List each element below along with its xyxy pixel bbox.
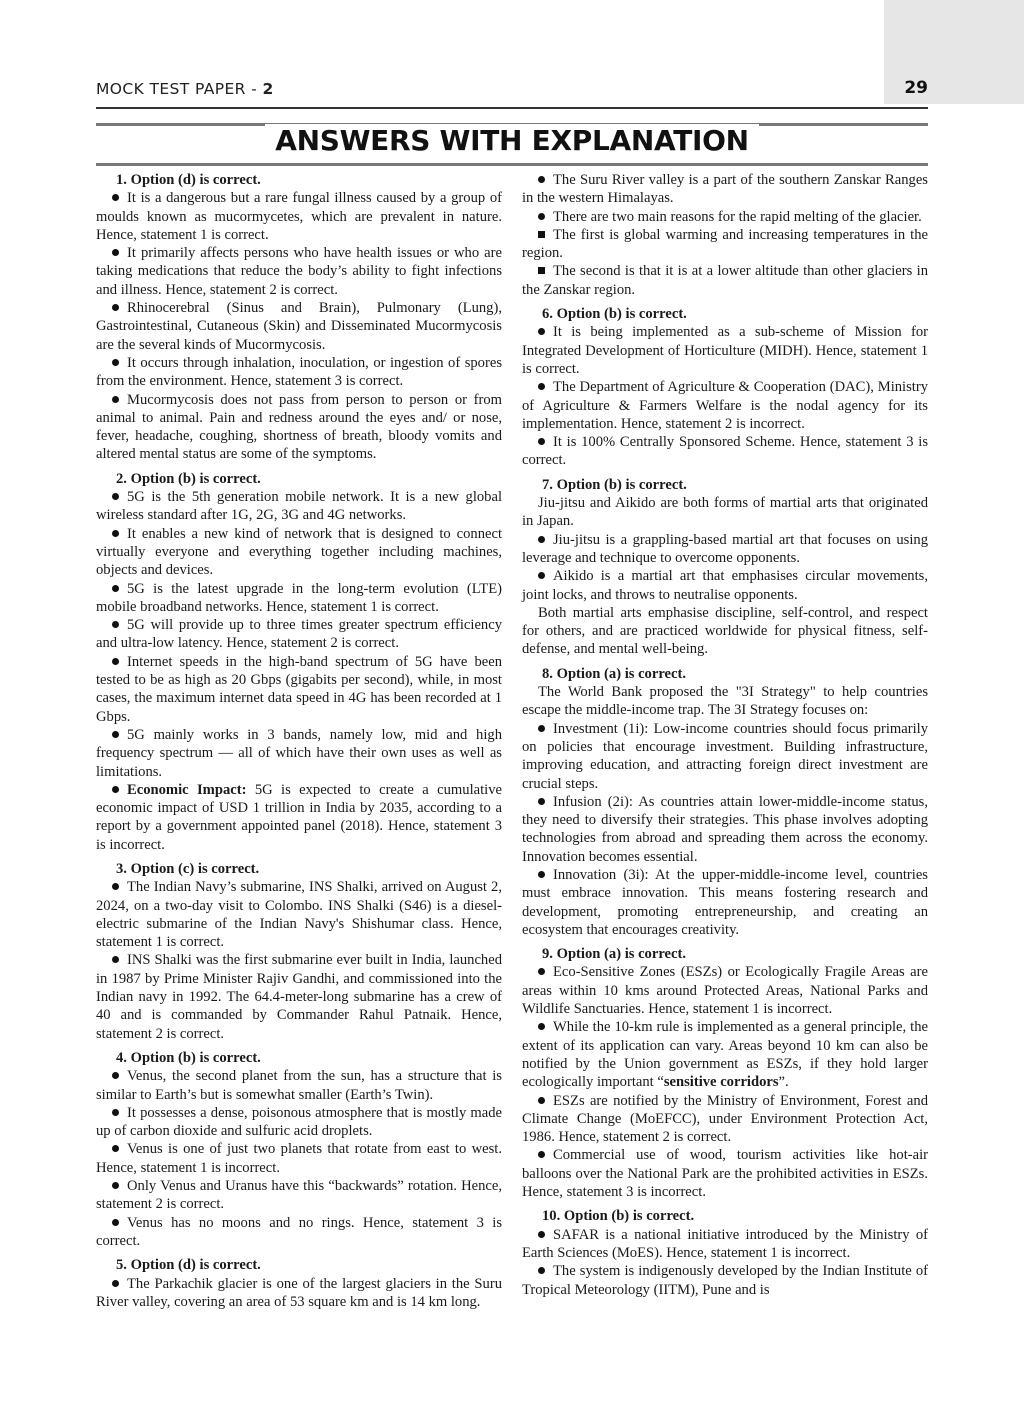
- sub-bullet-point: [522, 262, 928, 299]
- bullet-point: [522, 1226, 928, 1263]
- text: It is being implemented as a sub-scheme of Mission for Integrated Development of Horticulture (MIDH). Hence, statement 1 is correct.: [522, 324, 928, 377]
- text: 5G is the latest upgrade in the long-term evolution (LTE) mobile broadband networks. Hence, statement 1 is correct.: [96, 580, 502, 615]
- bullet-icon: [112, 530, 119, 537]
- text: It is 100% Centrally Sponsored Scheme. Hence, statement 3 is correct.: [522, 434, 928, 469]
- section-title-text: ANSWERS WITH EXPLANATION: [265, 124, 759, 157]
- text: Eco-Sensitive Zones (ESZs) or Ecologically Fragile Areas are areas within 10 kms around Protected Areas, National Parks and Wildlife Sanctuaries. Hence, statement 1 is incorrect.: [522, 964, 928, 1018]
- bullet-icon: [112, 1219, 119, 1226]
- bullet-icon: [112, 658, 119, 665]
- bullet-icon: [538, 572, 545, 579]
- text: Venus, the second planet from the sun, has a structure that is similar to Earth’s but is somewhat smaller (Earth’s Twin).: [96, 1068, 502, 1103]
- bullet-point: [96, 299, 502, 354]
- bullet-point: [96, 354, 502, 391]
- text: 5G is expected to create a cumulative economic impact of USD 1 trillion in India by 2035, according to a report by a government appointed panel (2018). Hence, statement 3 is incorrect.: [96, 781, 502, 853]
- bullet-icon: [112, 1109, 119, 1116]
- bullet-point: [96, 1177, 502, 1214]
- text: Infusion (2i): As countries attain lower-middle-income status, they need to diversify their strategies. This phase involves adopting technologies from abroad and spreading them across the economy. Innovation becomes essential.: [522, 793, 928, 865]
- header-rule: [96, 107, 928, 109]
- bullet-icon: [112, 883, 119, 890]
- bullet-point: [96, 781, 502, 854]
- text: It enables a new kind of network that is designed to connect virtually everyone and everything together including machines, objects and devices.: [96, 525, 502, 579]
- bullet-icon: [112, 194, 119, 201]
- answer-heading: 2. Option (b) is correct.: [116, 470, 261, 487]
- text: Only Venus and Uranus have this “backwards” rotation. Hence, statement 2 is correct.: [96, 1178, 502, 1213]
- text: Aikido is a martial art that emphasises circular movements, joint locks, and throws to neutralise opponents.: [522, 568, 928, 603]
- bullet-point: [96, 1104, 502, 1141]
- bullet-point: [522, 1262, 928, 1299]
- text: The system is indigenously developed by the Indian Institute of Tropical Meteorology (IITM), Pune and is: [522, 1263, 928, 1298]
- bullet-icon: [538, 213, 545, 220]
- bullet-icon: [112, 359, 119, 366]
- answer-heading: 6. Option (b) is correct.: [542, 306, 687, 323]
- text: Venus is one of just two planets that rotate from east to west. Hence, statement 1 is incorrect.: [96, 1141, 502, 1176]
- bullet-point: [522, 323, 928, 378]
- text: The Department of Agriculture & Cooperation (DAC), Ministry of Agriculture & Farmers Welfare is the nodal agency for its implementation. Hence, statement 2 is incorrect.: [522, 379, 928, 432]
- bullet-icon: [112, 956, 119, 963]
- bullet-point: [522, 720, 928, 793]
- text: Jiu-jitsu is a grappling-based martial art that focuses on using leverage and technique to overcome opponents.: [522, 531, 928, 566]
- answer-heading: 4. Option (b) is correct.: [116, 1049, 261, 1066]
- bullet-icon: [538, 176, 545, 183]
- square-bullet-icon: [538, 231, 545, 238]
- text: Jiu-jitsu and Aikido are both forms of martial arts that originated in Japan.: [522, 495, 928, 530]
- text: The Suru River valley is a part of the southern Zanskar Ranges in the western Himalayas.: [522, 172, 928, 207]
- text: Commercial use of wood, tourism activities like hot-air balloons over the National Park are the prohibited activities in ESZs. Hence, statement 3 is incorrect.: [522, 1147, 928, 1201]
- text: 5G is the 5th generation mobile network. It is a new global wireless standard after 1G, 2G, 3G and 4G networks.: [96, 489, 502, 524]
- bullet-point: [522, 567, 928, 604]
- right-column: [522, 171, 928, 1299]
- bullet-icon: [112, 1182, 119, 1189]
- bullet-icon: [112, 249, 119, 256]
- answer-heading: 8. Option (a) is correct.: [542, 665, 687, 682]
- bullet-point: [96, 653, 502, 726]
- bullet-icon: [112, 1280, 119, 1287]
- bullet-icon: [112, 731, 119, 738]
- text: 5G will provide up to three times greater spectrum efficiency and ultra-low latency. Hence, statement 2 is correct.: [96, 617, 502, 652]
- bullet-point: [96, 1140, 502, 1177]
- title-band-bottom: [96, 163, 928, 166]
- bullet-icon: [538, 798, 545, 805]
- bullet-icon: [112, 304, 119, 311]
- square-bullet-icon: [538, 267, 545, 274]
- bullet-icon: [538, 968, 545, 975]
- bullet-point: [522, 171, 928, 208]
- answer-heading: 3. Option (c) is correct.: [116, 860, 260, 877]
- bullet-icon: [112, 585, 119, 592]
- sub-bullet-point: [522, 226, 928, 263]
- bullet-icon: [112, 786, 119, 793]
- text: Internet speeds in the high-band spectrum of 5G have been tested to be as high as 20 Gbps (gigabits per second), while, in most cases, the maximum internet data speed in 4G has been recorded at 1 Gbps.: [96, 653, 502, 725]
- text: It occurs through inhalation, inoculation, or ingestion of spores from the environment. Hence, statement 3 is correct.: [96, 354, 502, 390]
- bullet-point: [96, 1275, 502, 1312]
- bullet-icon: [538, 1267, 545, 1274]
- bullet-icon: [538, 1151, 545, 1158]
- left-column: [96, 171, 502, 1311]
- bullet-icon: [538, 438, 545, 445]
- paragraph: [522, 604, 928, 659]
- bold-lead: Economic Impact:: [127, 781, 247, 798]
- bullet-icon: [538, 725, 545, 732]
- header-title: MOCK TEST PAPER -: [96, 80, 263, 98]
- text: Investment (1i): Low-income countries should focus primarily on policies that encourage investment. Building infrastructure, improving education, and attracting foreign direct investment are crucial steps.: [522, 720, 928, 792]
- bullet-point: [96, 878, 502, 951]
- bullet-icon: [538, 871, 545, 878]
- bullet-point: [96, 616, 502, 653]
- bullet-icon: [538, 1231, 545, 1238]
- answer-heading: 5. Option (d) is correct.: [116, 1257, 261, 1274]
- bullet-point: [522, 1092, 928, 1147]
- header-title-number: 2: [262, 80, 274, 98]
- bullet-point: [522, 963, 928, 1018]
- bullet-point: [96, 525, 502, 580]
- text: The World Bank proposed the "3I Strategy" to help countries escape the middle-income trap. The 3I Strategy focuses on:: [522, 684, 928, 719]
- text: The Indian Navy’s submarine, INS Shalki, arrived on August 2, 2024, on a two-day visit to Colombo. INS Shalki (S46) is a diesel-electric submarine of the Indian Navy's Shishumar class. Hence, statement 1 is correct.: [96, 879, 502, 951]
- text: INS Shalki was the first submarine ever built in India, launched in 1987 by Prime Minister Rajiv Gandhi, and commissioned into the Indian navy in 1992. The 64.4-meter-long submarine has a crew of 40 and is commanded by Commander Rahul Patnaik. Hence, statement 2 is correct.: [96, 952, 502, 1042]
- bullet-icon: [112, 1072, 119, 1079]
- text: ESZs are notified by the Ministry of Environment, Forest and Climate Change (MoEFCC), under Environment Protection Act, 1986. Hence, statement 2 is correct.: [522, 1092, 928, 1146]
- bullet-point: [522, 208, 928, 226]
- text: SAFAR is a national initiative introduced by the Ministry of Earth Sciences (MoES). Hence, statement 1 is incorrect.: [522, 1226, 928, 1261]
- answer-heading: 1. Option (d) is correct.: [116, 172, 261, 188]
- bold-term: sensitive corridors: [663, 1074, 779, 1091]
- bullet-point: [96, 488, 502, 525]
- answer-heading: 9. Option (a) is correct.: [542, 946, 687, 963]
- bullet-point: [96, 189, 502, 244]
- bullet-point: [96, 244, 502, 299]
- bullet-point: [96, 580, 502, 617]
- text: It is a dangerous but a rare fungal illness caused by a group of moulds known as mucormycetes, which are prevalent in nature. Hence, statement 1 is correct.: [96, 190, 502, 243]
- bullet-point: [522, 531, 928, 568]
- text: The first is global warming and increasing temperatures in the region.: [522, 226, 928, 262]
- bullet-icon: [538, 1023, 545, 1030]
- bullet-icon: [538, 383, 545, 390]
- running-header: [96, 80, 274, 98]
- section-title: [0, 124, 1024, 157]
- text: The Parkachik glacier is one of the largest glaciers in the Suru River valley, covering an area of 53 square km and is 14 km long.: [96, 1275, 502, 1310]
- bullet-icon: [112, 493, 119, 500]
- text: It primarily affects persons who have health issues or who are taking medications that reduce the body’s ability to fight infections and illness. Hence, statement 2 is correct.: [96, 245, 502, 298]
- bullet-point: [96, 951, 502, 1042]
- bullet-point: [96, 1067, 502, 1104]
- text: While the 10-km rule is implemented as a general principle, the extent of its application can vary. Areas beyond 10 km can also be notified by the Union government as ESZs, if they hold larger ecologically important “: [522, 1019, 928, 1091]
- bullet-icon: [112, 621, 119, 628]
- page-number: 29: [904, 78, 928, 98]
- bullet-point: [522, 793, 928, 866]
- text: 5G mainly works in 3 bands, namely low, mid and high frequency spectrum — all of which have their own uses as well as limitations.: [96, 726, 502, 780]
- bullet-icon: [112, 1145, 119, 1152]
- text: Rhinocerebral (Sinus and Brain), Pulmonary (Lung), Gastrointestinal, Cutaneous (Skin) and Disseminated Mucormycosis are the several kinds of Mucormycosis.: [96, 300, 502, 353]
- paragraph: [522, 494, 928, 531]
- text: Venus has no moons and no rings. Hence, statement 3 is correct.: [96, 1214, 502, 1249]
- bullet-icon: [112, 396, 119, 403]
- text: There are two main reasons for the rapid melting of the glacier.: [553, 208, 922, 225]
- bullet-point: [96, 1214, 502, 1251]
- bullet-point: [96, 726, 502, 781]
- paragraph: [522, 683, 928, 720]
- bullet-icon: [538, 1097, 545, 1104]
- text: Innovation (3i): At the upper-middle-income level, countries must embrace innovation. This means fostering research and development, promoting entrepreneurship, and creating an ecosystem that encourages creativity.: [522, 866, 928, 938]
- bullet-point: [522, 1146, 928, 1201]
- answer-heading: 7. Option (b) is correct.: [542, 476, 687, 493]
- bullet-point: [522, 866, 928, 939]
- bullet-point: [96, 391, 502, 464]
- text-tail: ”.: [778, 1074, 789, 1091]
- answer-heading: 10. Option (b) is correct.: [542, 1208, 695, 1225]
- text: It possesses a dense, poisonous atmosphere that is mostly made up of carbon dioxide and sulfuric acid droplets.: [96, 1104, 502, 1140]
- bullet-icon: [538, 536, 545, 543]
- bullet-point: [522, 433, 928, 470]
- text: Both martial arts emphasise discipline, self-control, and respect for others, and are practiced worldwide for physical fitness, self-defense, and mental well-being.: [522, 604, 928, 658]
- bullet-point: [522, 378, 928, 433]
- bullet-icon: [538, 328, 545, 335]
- text: The second is that it is at a lower altitude than other glaciers in the Zanskar region.: [522, 263, 928, 298]
- text: Mucormycosis does not pass from person to person or from animal to animal. Pain and redness around the eyes and/ or nose, fever, headache, coughing, shortness of breath, bloody vomits and altered mental status are some of the symptoms.: [96, 391, 502, 463]
- bullet-point: [522, 1018, 928, 1091]
